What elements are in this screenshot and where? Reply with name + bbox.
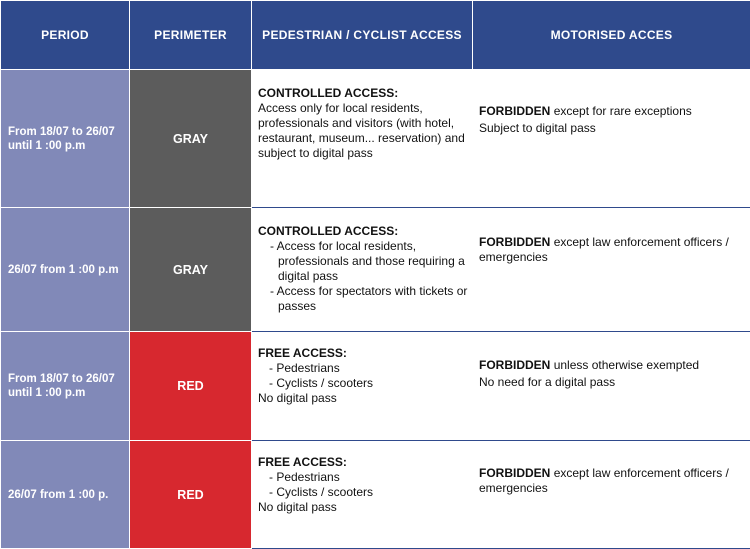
access-bullet: - Access for spectators with tickets or passes <box>258 284 468 314</box>
motorised-note: No need for a digital pass <box>479 375 744 390</box>
period-line: From 18/07 to 26/07 <box>8 125 125 139</box>
table-row <box>1 208 750 332</box>
access-bullet: - Pedestrians <box>258 470 468 485</box>
period-line: until 1 :00 p.m <box>8 139 125 153</box>
forbidden-label: FORBIDDEN <box>479 104 550 118</box>
period-cell <box>1 332 130 441</box>
motorised-rule <box>479 466 744 496</box>
access-note: No digital pass <box>258 500 468 515</box>
table-row <box>1 332 750 441</box>
motorised-rule <box>479 358 744 373</box>
pedestrian-cell <box>252 441 473 549</box>
period-cell <box>1 208 130 332</box>
access-heading: FREE ACCESS: <box>258 455 468 470</box>
motorised-detail: except law enforcement officers / emergencies <box>479 235 729 264</box>
motorised-detail: except for rare exceptions <box>554 104 692 118</box>
access-heading: CONTROLLED ACCESS: <box>258 86 468 101</box>
access-heading: CONTROLLED ACCESS: <box>258 224 468 239</box>
header-perimeter: PERIMETER <box>130 1 252 70</box>
motorised-rule <box>479 104 744 119</box>
motorised-detail: unless otherwise exempted <box>554 358 699 372</box>
access-heading: FREE ACCESS: <box>258 346 468 361</box>
table-row <box>1 70 750 208</box>
access-description: Access only for local residents, professionals and visitors (with hotel, restaurant, museum... reservation) and subject to digital pass <box>258 101 468 161</box>
forbidden-label: FORBIDDEN <box>479 466 550 480</box>
header-pedestrian: PEDESTRIAN / CYCLIST ACCESS <box>252 1 473 70</box>
table-row <box>1 441 750 549</box>
period-line: 26/07 from 1 :00 p.m <box>8 263 125 277</box>
perimeter-cell: RED <box>130 332 252 441</box>
perimeter-cell: GRAY <box>130 208 252 332</box>
pedestrian-cell <box>252 70 473 208</box>
period-line: until 1 :00 p.m <box>8 386 125 400</box>
header-motorised: MOTORISED ACCES <box>473 1 750 70</box>
access-note: No digital pass <box>258 391 468 406</box>
motorised-rule <box>479 235 744 265</box>
access-bullet: - Access for local residents, professionals and those requiring a digital pass <box>258 239 468 284</box>
header-period: PERIOD <box>1 1 130 70</box>
motorised-detail: except law enforcement officers / emergencies <box>479 466 729 495</box>
access-bullet: - Pedestrians <box>258 361 468 376</box>
motorised-cell <box>473 208 750 332</box>
forbidden-label: FORBIDDEN <box>479 358 550 372</box>
perimeter-cell: RED <box>130 441 252 549</box>
period-line: From 18/07 to 26/07 <box>8 372 125 386</box>
motorised-note: Subject to digital pass <box>479 121 744 136</box>
access-bullet: - Cyclists / scooters <box>258 485 468 500</box>
pedestrian-cell <box>252 208 473 332</box>
motorised-cell <box>473 441 750 549</box>
motorised-cell <box>473 70 750 208</box>
pedestrian-cell <box>252 332 473 441</box>
motorised-cell <box>473 332 750 441</box>
forbidden-label: FORBIDDEN <box>479 235 550 249</box>
access-bullet: - Cyclists / scooters <box>258 376 468 391</box>
header-row <box>1 1 750 70</box>
period-cell <box>1 441 130 549</box>
perimeter-cell: GRAY <box>130 70 252 208</box>
period-line: 26/07 from 1 :00 p. <box>8 488 125 502</box>
period-cell <box>1 70 130 208</box>
